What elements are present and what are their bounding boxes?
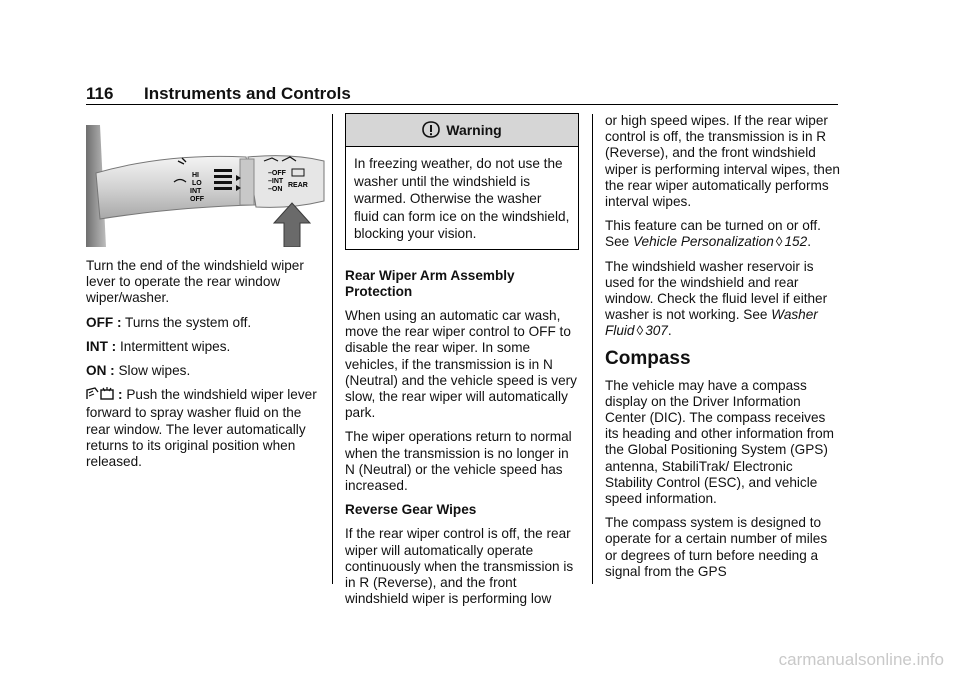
definition-text: Intermittent wipes. [119,338,231,354]
definition-washer [86,387,322,470]
page-reference[interactable]: 307 [645,323,668,339]
header-rule [86,104,838,105]
wiper-lever-illustration [86,123,326,247]
svg-text:–INT: –INT [268,178,284,185]
svg-text:OFF: OFF [190,196,204,203]
definition-label: ON : [86,363,115,379]
subheading: Reverse Gear Wipes [345,502,477,518]
svg-text:LO: LO [192,180,202,187]
definition-text: Turns the system off. [125,314,252,330]
warning-header [346,114,578,147]
warning-title: Warning [446,121,502,138]
cross-reference-link[interactable]: Vehicle Personalization [632,234,774,250]
paragraph-text: The windshield washer reservoir is used for the windshield and rear window. Check the fluid level if either washer is not working. See [605,258,828,323]
intro-paragraph: Turn the end of the windshield wiper lever to operate the rear window wiper/washer. [86,258,304,306]
section-title: Instruments and Controls [144,84,351,103]
svg-text:–ON: –ON [268,186,283,193]
warning-body: In freezing weather, do not use the washer until the windshield is warmed. Otherwise the washer fluid can form ice on the windshield, blocking your vision. [354,156,570,241]
definition-int [86,339,322,355]
paragraph-with-reference: The windshield washer reservoir is used for the windshield and rear window. Check the fluid level if either washer is not working. See Washer Fluid ◊ 307. [605,258,828,339]
definition-label: INT : [86,338,117,354]
page-header [86,84,838,106]
page-reference-icon: ◊ [775,234,783,250]
section-heading: Compass [605,347,691,369]
column-divider [332,114,333,584]
paragraph-with-reference: This feature can be turned on or off. See Vehicle Personalization ◊ 152. [605,218,821,250]
paragraph: The compass system is designed to operate for a certain number of miles or degrees of turn before needing a signal from the GPS [605,515,828,579]
page-number: 116 [86,84,114,103]
definition-off [86,315,322,331]
svg-text:–OFF: –OFF [268,170,286,177]
column-middle [345,113,579,615]
column-right [605,113,840,588]
paragraph-text: This feature can be turned on or off. See [605,218,821,250]
paragraph: If the rear wiper control is off, the rear wiper will automatically operate continuously when the transmission is in R (Reverse), and the front windshield wiper is performing low [345,526,574,607]
definition-text: Slow wipes. [118,363,191,379]
rear-washer-icon [86,387,116,405]
subheading: Rear Wiper Arm Assembly Protection [345,267,515,299]
warning-box [345,113,579,250]
paragraph: When using an automatic car wash, move the rear wiper control to OFF to disable the rear wiper. In some vehicles, if the transmission is in N (Neutral) and the vehicle speed is very slow, the rear wiper will automatically park. [345,307,577,421]
definition-label: : [118,387,123,403]
definition-label: OFF : [86,314,122,330]
svg-text:INT: INT [190,188,202,195]
paragraph: The wiper operations return to normal when the transmission is no longer in N (Neutral) or the vehicle speed has increased. [345,429,572,493]
cross-reference-link[interactable]: Washer Fluid [605,307,818,339]
paragraph: or high speed wipes. If the rear wiper control is off, the transmission is in R (Reverse), and the front windshield wiper is performing interval wipes, then the rear wiper automatically performs interval wipes. [605,113,840,210]
page-reference[interactable]: 152 [784,234,808,250]
warning-icon [422,121,440,139]
svg-text:REAR: REAR [288,182,308,189]
definition-on [86,363,322,379]
column-left [86,258,322,478]
paragraph: The vehicle may have a compass display on the Driver Information Center (DIC). The compass receives its heading and other information from the Global Positioning System (GPS) antenna, StabiliTrak/ Electronic Stability Control (ESC), and vehicle speed information. [605,377,834,507]
watermark: carmanualsonline.info [778,650,944,669]
definition-text: Push the windshield wiper lever forward to spray washer fluid on the rear window. The lever automatically returns to its original position when released. [86,387,317,470]
svg-text:HI: HI [192,172,199,179]
column-divider [592,114,593,584]
page-reference-icon: ◊ [636,323,644,339]
